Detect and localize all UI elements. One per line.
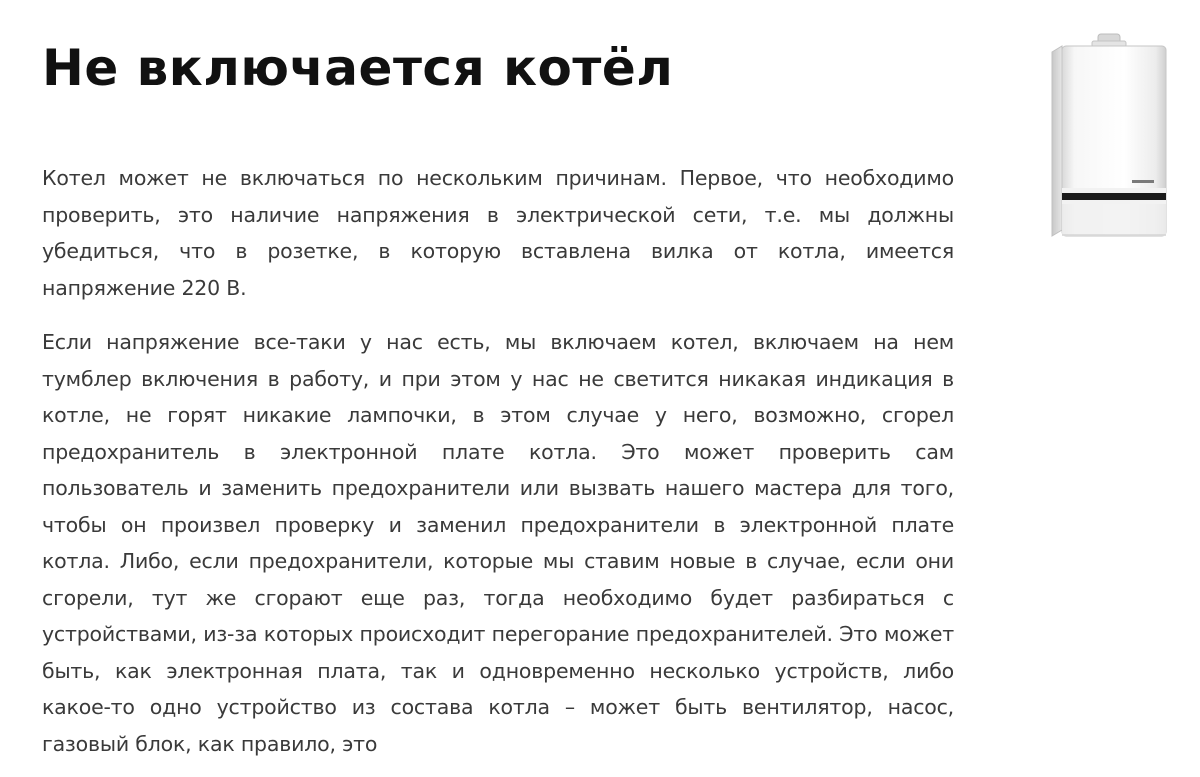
boiler-image xyxy=(1046,30,1172,242)
gas-boiler-icon xyxy=(1046,30,1172,242)
article xyxy=(42,28,954,762)
paragraph-1: Котел может не включаться по нескольким причинам. Первое, что необходимо проверить, это наличие напряжения в электрической сети, т.е. мы должны убедиться, что в розетке, в которую вставлена вилка от котла, имеется напряжение 220 В. xyxy=(42,166,954,300)
paragraph-2: Если напряжение все-таки у нас есть, мы включаем котел, включаем на нем тумблер включения в работу, и при этом у нас не светится никакая индикация в котле, не горят никакие лампочки, в этом случае у него, возможно, сгорел предохранитель в электронной плате котла. Это может проверить сам пользователь и заменить предохранители или вызвать нашего мастера для того, чтобы он произвел проверку и заменил предохранители в электронной плате котла. Либо, если предохранители, которые мы ставим новые в случае, если они сгорели, тут же сгорают еще раз, тогда необходимо будет разбираться с устройствами, из-за которых происходит перегорание предохранителей. Это может быть, как электронная плата, так и одновременно несколько устройств, либо какое-то одно устройство из состава котла – может быть вентилятор, насос, газовый блок, как правило, это xyxy=(42,330,954,756)
page-title: Не включается котёл xyxy=(42,39,674,97)
